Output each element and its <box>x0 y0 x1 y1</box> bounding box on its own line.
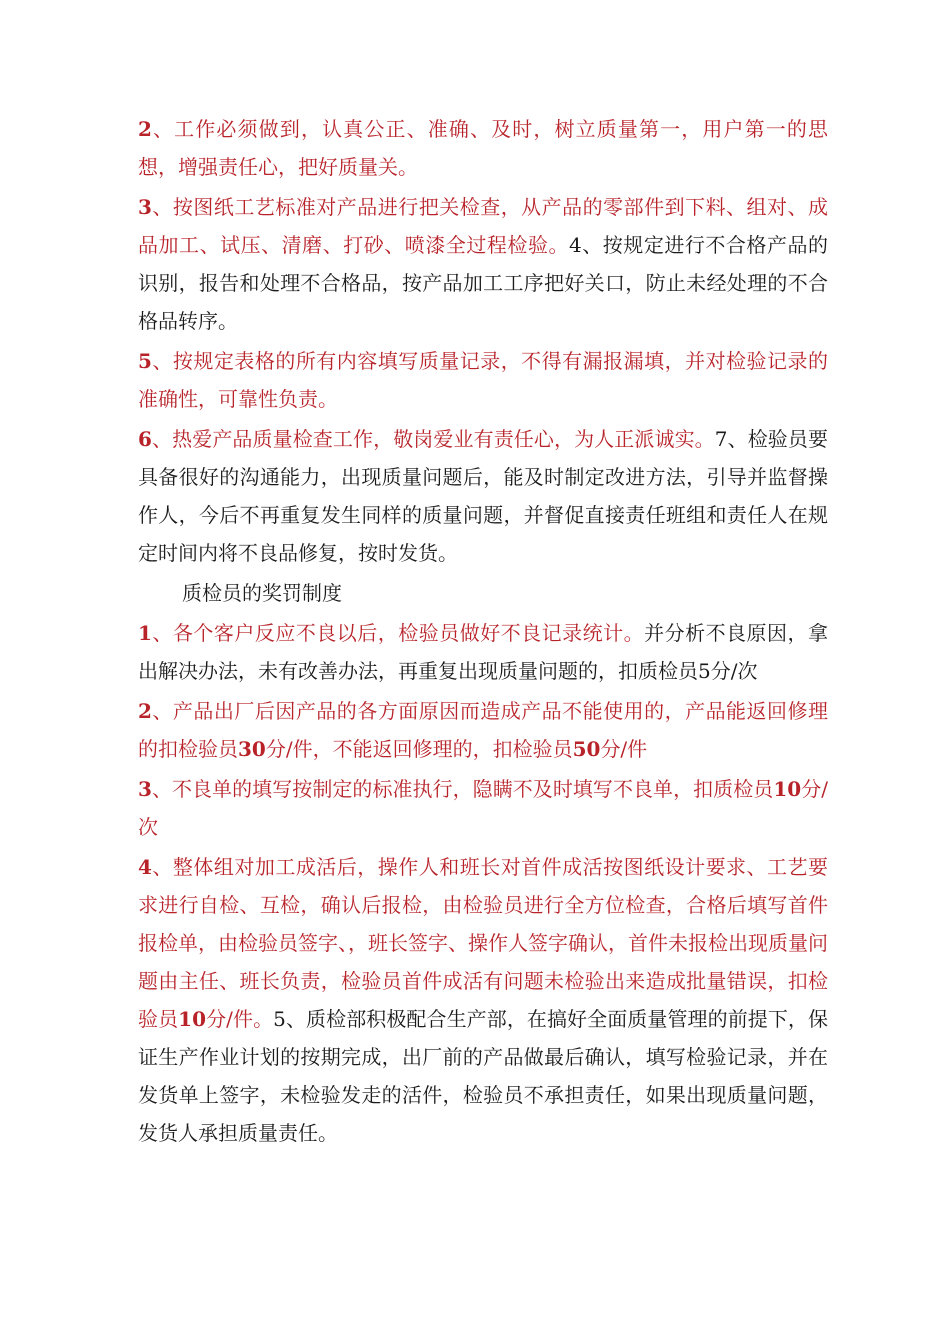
item-number: 6 <box>138 427 152 451</box>
item-number: 3 <box>138 777 152 801</box>
item-number: 2 <box>138 699 152 723</box>
item-text-red: 、整体组对加工成活后，操作人和班长对首件成活按图纸设计要求、工艺要求进行自检、互检，确认后报检，由检验员进行全方位检查，合格后填写首件报检单，由检验员签字、，班长签字、操作人签字确认，首件未报检出现质量问题由主任、班长负责，检验员首件成活有问题未检验出来造成批量错误，扣检验员 <box>138 855 828 1031</box>
rule-item-4 <box>138 848 828 1152</box>
item-text: 、工作必须做到，认真公正、准确、及时，树立质量第一，用户第一的思想，增强责任心，把好质量关。 <box>138 117 828 179</box>
item-text: 、产品出厂后因产品的各方面原因而造成产品不能使用的，产品能返回修理的扣检验员 <box>138 699 828 761</box>
penalty-value: 10 <box>178 1007 207 1031</box>
document-page <box>138 110 828 1154</box>
duty-item-6 <box>138 420 828 572</box>
item-number: 2 <box>138 117 152 141</box>
item-text-black: 7、检验员要具备很好的沟通能力，出现质量问题后，能及时制定改进方法，引导并监督操作人，今后不再重复发生同样的质量问题，并督促直接责任班组和责任人在规定时间内将不良品修复，按时发货。 <box>138 427 828 565</box>
duty-item-3 <box>138 188 828 340</box>
item-text-black: 并分析不良原因，拿出解决办法，未有改善办法，再重复出现质量问题的，扣质检员5分/次 <box>138 621 829 683</box>
rule-item-1 <box>138 614 828 690</box>
rule-item-2 <box>138 692 828 768</box>
item-number: 1 <box>138 621 152 645</box>
item-text: 、不良单的填写按制定的标准执行，隐瞒不及时填写不良单，扣质检员 <box>151 777 774 801</box>
item-text-red: 、各个客户反应不良以后，检验员做好不良记录统计。 <box>151 621 645 645</box>
item-text-red: 分/件。 <box>206 1007 274 1031</box>
item-number: 5 <box>138 349 152 373</box>
rule-item-3 <box>138 770 828 846</box>
item-number: 4 <box>138 855 152 879</box>
duty-item-2 <box>138 110 828 186</box>
section-heading: 质检员的奖罚制度 <box>182 581 342 605</box>
item-text-black: 5、质检部积极配合生产部，在搞好全面质量管理的前提下，保证生产作业计划的按期完成，出厂前的产品做最后确认，填写检验记录，并在发货单上签字，未检验发走的活件，检验员不承担责任，如果出现质量问题，发货人承担质量责任。 <box>138 1007 829 1145</box>
item-text-red: 、热爱产品质量检查工作，敬岗爱业有责任心，为人正派诚实。 <box>151 427 715 451</box>
penalty-value: 50 <box>572 737 601 761</box>
item-text: 分/件，不能返回修理的，扣检验员 <box>265 737 573 761</box>
item-text-red: 、按图纸工艺标准对产品进行把关检查，从产品的零部件到下料、组对、成品加工、试压、清磨、打砂、喷漆全过程检验。 <box>138 195 828 257</box>
item-text: 分/次 <box>138 777 828 839</box>
penalty-value: 30 <box>238 737 266 761</box>
item-text: 分/件 <box>600 737 648 761</box>
penalty-value: 10 <box>773 777 802 801</box>
item-text-black: 4、按规定进行不合格产品的识别，报告和处理不合格品，按产品加工工序把好关口，防止未经处理的不合格品转序。 <box>138 233 829 333</box>
item-text: 、按规定表格的所有内容填写质量记录，不得有漏报漏填，并对检验记录的准确性，可靠性负责。 <box>138 349 828 411</box>
duty-item-5 <box>138 342 828 418</box>
item-number: 3 <box>138 195 152 219</box>
